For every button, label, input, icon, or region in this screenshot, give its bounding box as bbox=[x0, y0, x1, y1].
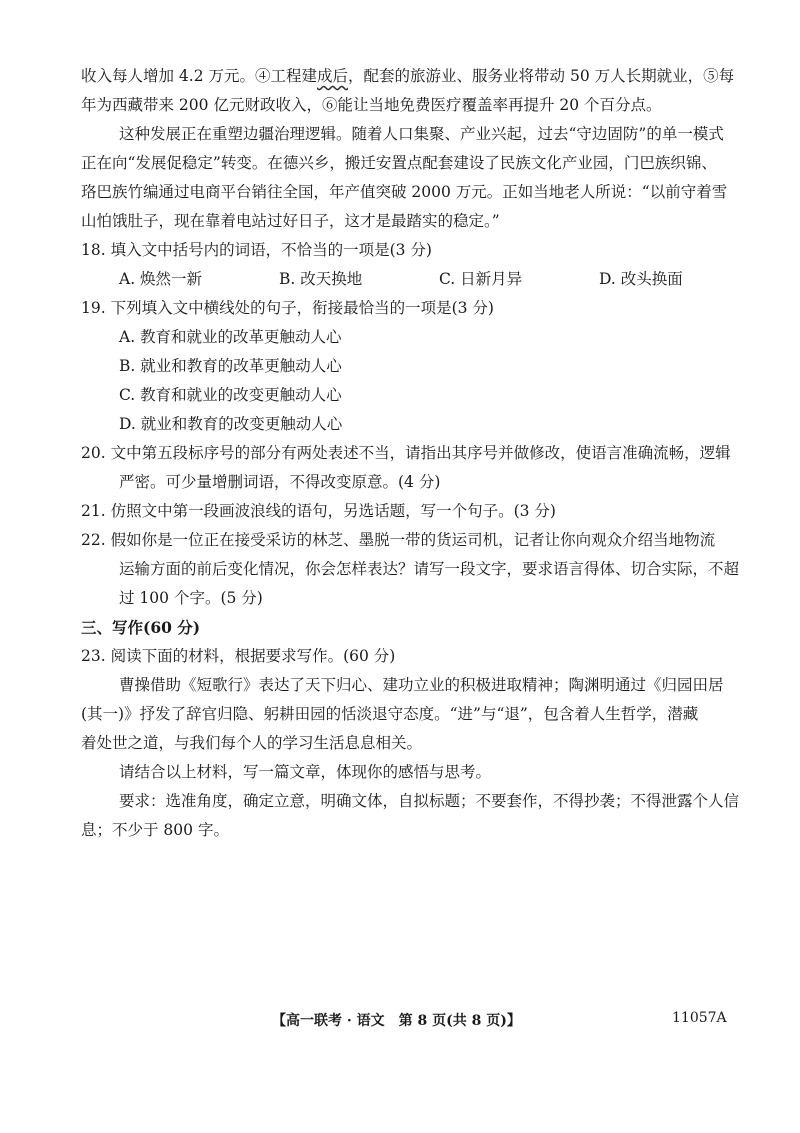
writing-requirements: 要求：选准角度，确定立意，明确文体，自拟标题；不要套作，不得抄袭；不得泄露个人信 bbox=[119, 792, 740, 810]
question-20 bbox=[81, 439, 731, 497]
footer-page-info: 【高一联考 · 语文 第 8 页(共 8 页)】 bbox=[272, 1013, 521, 1029]
question-stem-cont: 过 100 个字。(5 分) bbox=[119, 589, 263, 607]
passage-line: 正在向“发展促稳定”转变。在德兴乡，搬迁安置点配套建设了民族文化产业园，门巴族织锦、 bbox=[81, 154, 717, 172]
question-18 bbox=[81, 236, 721, 294]
option-d: D. 就业和教育的改变更触动人心 bbox=[119, 415, 343, 433]
question-21 bbox=[81, 497, 721, 526]
question-stem-cont: 运输方面的前后变化情况，你会怎样表达？请写一段文字，要求语言得体、切合实际，不超 bbox=[119, 560, 740, 578]
question-stem: 19. 下列填入文中横线处的句子，衔接最恰当的一项是(3 分) bbox=[81, 299, 494, 317]
footer-exam-code: 11057A bbox=[672, 1010, 727, 1026]
question-stem: 18. 填入文中括号内的词语，不恰当的一项是(3 分) bbox=[81, 241, 432, 259]
passage-line: 山怕饿肚子，现在靠着电站过好日子，这才是最踏实的稳定。” bbox=[81, 212, 500, 230]
option-d: D. 改头换面 bbox=[599, 270, 683, 288]
wavy-underlined-phrase: 成后 bbox=[317, 67, 349, 85]
option-c: C. 日新月异 bbox=[439, 270, 523, 288]
option-a: A. 焕然一新 bbox=[119, 270, 203, 288]
options-row bbox=[81, 265, 721, 294]
writing-instruction: 请结合以上材料，写一篇文章，体现你的感悟与思考。 bbox=[119, 763, 492, 781]
passage-line: 这种发展正在重塑边疆治理逻辑。随着人口集聚、产业兴起，过去“守边固防”的单一模式 bbox=[119, 125, 724, 143]
question-stem-cont: 严密。可少量增删词语，不得改变原意。(4 分) bbox=[119, 473, 441, 491]
question-22 bbox=[81, 526, 740, 613]
passage-line: 收入每人增加 4.2 万元。④工程建成后，配套的旅游业、服务业将带动 50 万人长期就业，⑤每 bbox=[81, 67, 735, 85]
passage-line: 年为西藏带来 200 亿元财政收入，⑥能让当地免费医疗覆盖率再提升 20 个百分点。 bbox=[81, 96, 662, 114]
section-title: 三、写作(60 分) bbox=[81, 618, 201, 637]
question-stem: 20. 文中第五段标序号的部分有两处表述不当，请指出其序号并做修改，使语言准确流畅，逻辑 bbox=[81, 444, 731, 462]
material-line: (其一)》抒发了辞官归隐、躬耕田园的恬淡退守态度。“进”与“退”，包含着人生哲学，潜藏 bbox=[81, 705, 699, 723]
option-a: A. 教育和就业的改革更触动人心 bbox=[119, 328, 342, 346]
option-c: C. 教育和就业的改变更触动人心 bbox=[119, 386, 342, 404]
question-stem: 21. 仿照文中第一段画波浪线的语句，另选话题，写一个句子。(3 分) bbox=[81, 502, 556, 520]
page-footer bbox=[0, 1010, 800, 1034]
question-19 bbox=[81, 294, 721, 439]
option-b: B. 改天换地 bbox=[279, 270, 363, 288]
passage bbox=[81, 62, 735, 236]
material-line: 曹操借助《短歌行》表达了天下归心、建功立业的积极进取精神；陶渊明通过《归园田居 bbox=[119, 676, 724, 694]
section-writing bbox=[81, 613, 721, 642]
passage-line: 珞巴族竹编通过电商平台销往全国，年产值突破 2000 万元。正如当地老人所说：“以前守着雪 bbox=[81, 183, 728, 201]
question-stem: 22. 假如你是一位正在接受采访的林芝、墨脱一带的货运司机，记者让你向观众介绍当地物流 bbox=[81, 531, 716, 549]
question-stem: 23. 阅读下面的材料，根据要求写作。(60 分) bbox=[81, 647, 396, 665]
writing-requirements-cont: 息；不少于 800 字。 bbox=[81, 821, 229, 839]
question-23 bbox=[81, 642, 740, 845]
material-line: 着处世之道，与我们每个人的学习生活息息相关。 bbox=[81, 734, 423, 752]
option-b: B. 就业和教育的改革更触动人心 bbox=[119, 357, 342, 375]
